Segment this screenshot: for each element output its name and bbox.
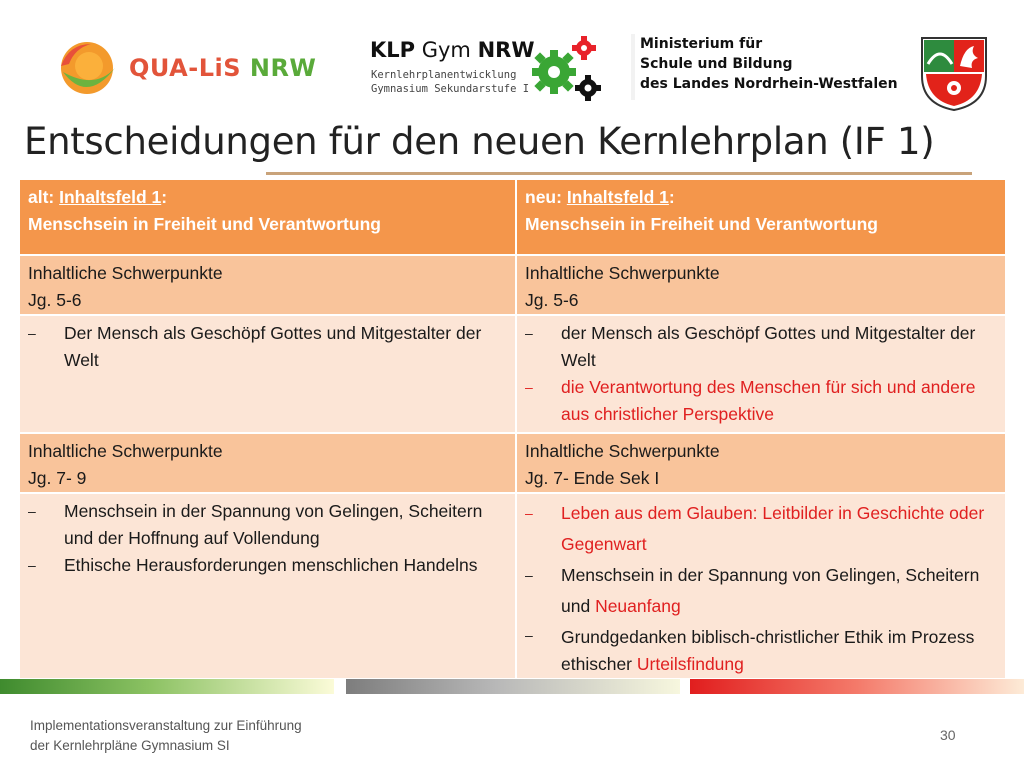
content-old-5-6 <box>20 316 515 432</box>
qualis-logo <box>55 38 317 104</box>
header-new-line2: Menschsein in Freiheit und Verantwortung <box>525 214 878 234</box>
page-number: 30 <box>940 727 956 743</box>
list-item-highlight: Urteilsfindung <box>636 654 744 674</box>
list-old-5-6 <box>28 320 507 374</box>
ministry-logo <box>640 34 910 102</box>
klp-logo <box>370 36 606 106</box>
subheader-old-5-6-line2: Jg. 5-6 <box>28 290 82 310</box>
slide-title: Entscheidungen für den neuen Kernlehrplan (IF 1) <box>24 120 935 163</box>
qualis-wordmark-part1: QUA-LiS <box>129 54 241 82</box>
ministry-band <box>631 34 635 100</box>
nrw-crest-icon <box>920 36 988 112</box>
subheader-new-5-6 <box>517 256 1005 314</box>
subheader-old-5-6-line1: Inhaltliche Schwerpunkte <box>28 263 223 283</box>
footer-stripe-gray <box>346 679 680 694</box>
footer-caption-line1: Implementationsveranstaltung zur Einführung <box>30 718 302 733</box>
klp-logo-title-bold: KLP <box>370 38 416 62</box>
subheader-new-5-6-line2: Jg. 5-6 <box>525 290 579 310</box>
list-item: – Ethische Herausforderungen menschlichen Handelns <box>28 552 507 579</box>
list-item-new-highlight: – Leben aus dem Glauben: Leitbilder in Geschichte oder Gegenwart <box>525 498 997 560</box>
klp-logo-subtitle-line2: Gymnasium Sekundarstufe I <box>371 83 530 95</box>
content-new-5-6 <box>517 316 1005 432</box>
ministry-line1: Ministerium für <box>640 36 763 52</box>
list-item-text: Grundgedanken biblisch-christlicher Ethik im Prozess ethischer <box>561 627 975 674</box>
qualis-wordmark-part2: NRW <box>249 54 317 82</box>
gears-icon <box>526 36 606 106</box>
header-old-line1 <box>28 184 507 211</box>
list-item: – Menschsein in der Spannung von Gelingen, Scheitern und der Hoffnung auf Vollendung <box>28 498 507 552</box>
header-old-prefix: alt: <box>28 187 60 207</box>
list-item <box>525 622 997 678</box>
list-old-7-9 <box>28 498 507 579</box>
subheader-new-7-sek-line2: Jg. 7- Ende Sek I <box>525 468 660 488</box>
subheader-old-7-9 <box>20 434 515 492</box>
klp-logo-title <box>370 38 535 62</box>
list-item-highlight: Neuanfang <box>595 596 681 616</box>
subheader-new-5-6-line1: Inhaltliche Schwerpunkte <box>525 263 720 283</box>
subheader-new-7-sek <box>517 434 1005 492</box>
comparison-table <box>20 180 1005 672</box>
qualis-wordmark <box>129 54 316 82</box>
subheader-old-5-6 <box>20 256 515 314</box>
content-new-7-sek <box>517 494 1005 678</box>
list-item-new-highlight: – die Verantwortung des Menschen für sich und andere aus christlicher Perspektive <box>525 374 997 428</box>
list-item-text: Menschsein in der Spannung von Gelingen, Scheitern und <box>561 565 980 616</box>
footer-caption-line2: der Kernlehrpläne Gymnasium SI <box>30 738 230 753</box>
list-item: – Der Mensch als Geschöpf Gottes und Mitgestalter der Welt <box>28 320 507 374</box>
inhaltsfeld-link-new[interactable]: Inhaltsfeld 1 <box>566 187 669 207</box>
qualis-emblem-icon <box>55 38 123 104</box>
list-new-7-sek <box>525 498 997 678</box>
list-item: – der Mensch als Geschöpf Gottes und Mitgestalter der Welt <box>525 320 997 374</box>
header-new-line1 <box>525 184 997 211</box>
list-item <box>525 560 997 622</box>
header-old-line2: Menschsein in Freiheit und Verantwortung <box>28 214 381 234</box>
content-old-7-9 <box>20 494 515 678</box>
list-new-5-6 <box>525 320 997 428</box>
subheader-new-7-sek-line1: Inhaltliche Schwerpunkte <box>525 441 720 461</box>
klp-logo-subtitle-line1: Kernlehrplanentwicklung <box>371 69 517 81</box>
header-old-suffix: : <box>161 187 168 207</box>
title-underline <box>266 172 972 175</box>
klp-logo-subtitle <box>371 68 529 96</box>
inhaltsfeld-link-old[interactable]: Inhaltsfeld 1 <box>59 187 162 207</box>
ministry-line3: des Landes Nordrhein-Westfalen <box>640 76 898 92</box>
header-cell-old <box>20 180 515 254</box>
ministry-line2: Schule und Bildung <box>640 56 793 72</box>
subheader-old-7-9-line2: Jg. 7- 9 <box>28 468 87 488</box>
klp-logo-title-end: NRW <box>477 38 535 62</box>
header-cell-new <box>517 180 1005 254</box>
footer-stripe-red <box>690 679 1024 694</box>
header-new-suffix: : <box>668 187 675 207</box>
header-new-prefix: neu: <box>525 187 567 207</box>
footer-caption <box>30 716 302 756</box>
subheader-old-7-9-line1: Inhaltliche Schwerpunkte <box>28 441 223 461</box>
klp-logo-title-mid: Gym <box>421 38 471 62</box>
footer-stripe-green <box>0 679 334 694</box>
